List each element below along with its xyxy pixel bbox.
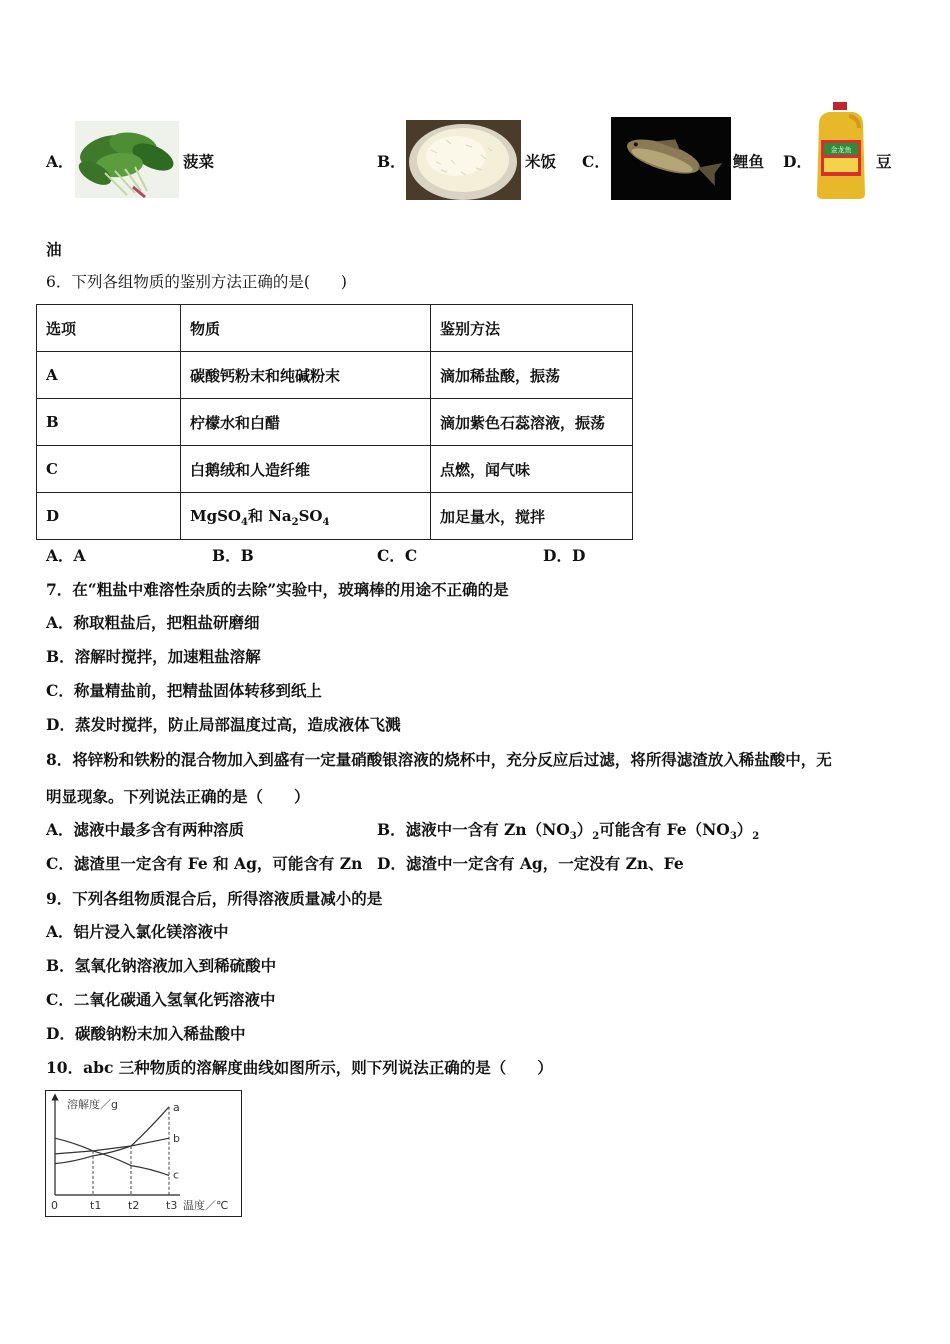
table-cell-method: 点燃，闻气味 xyxy=(431,446,633,493)
q6-answer-c: C．C xyxy=(377,546,418,565)
q7-stem: 7．在“粗盐中难溶性杂质的去除”实验中，玻璃棒的用途不正确的是 xyxy=(46,580,509,599)
table-cell-substance: 柠檬水和白醋 xyxy=(181,399,431,446)
x-tick-label: 0 xyxy=(51,1199,58,1212)
q9-option-a: A．铝片浸入氯化镁溶液中 xyxy=(46,922,229,941)
series-curve-a xyxy=(55,1107,169,1164)
x-tick-label: t3 xyxy=(166,1199,178,1212)
q9-option-c: C．二氧化碳通入氢氧化钙溶液中 xyxy=(46,990,276,1009)
table-row xyxy=(37,352,633,399)
q8-option-a: A．滤液中最多含有两种溶质 xyxy=(46,820,245,839)
q8-stem-line1: 8．将锌粉和铁粉的混合物加入到盛有一定量硝酸银溶液的烧杯中，充分反应后过滤，将所得滤渣放入稀盐酸中，无 xyxy=(46,750,832,769)
series-label-b: b xyxy=(173,1132,180,1146)
table-cell-option: A xyxy=(37,352,181,399)
solubility-chart xyxy=(45,1090,242,1217)
q6-stem: 6．下列各组物质的鉴别方法正确的是( ) xyxy=(46,273,347,291)
q9-stem: 9．下列各组物质混合后，所得溶液质量减小的是 xyxy=(46,889,383,908)
table-row xyxy=(37,493,633,540)
q8-option-b: B．滤液中一含有 $Zn(NO_3)_2$可能含有 $Fe(NO_3)_2$ xyxy=(377,820,760,843)
q5-option-d-label: 豆 xyxy=(876,152,892,171)
q5-option-d-letter: D． xyxy=(783,152,812,171)
q7-option-a: A．称取粗盐后，把粗盐研磨细 xyxy=(46,613,260,632)
q10-stem: 10．abc 三种物质的溶解度曲线如图所示，则下列说法正确的是（ ） xyxy=(46,1058,553,1077)
table-row xyxy=(37,446,633,493)
table-header-row xyxy=(37,305,633,352)
table-cell-substance: 白鹅绒和人造纤维 xyxy=(181,446,431,493)
q6-answer-d: D．D xyxy=(543,546,586,565)
series-curve-c xyxy=(55,1138,169,1175)
x-tick-label: t1 xyxy=(90,1199,102,1212)
q8-option-c: C．滤渣里一定含有 Fe 和 Ag，可能含有 Zn xyxy=(46,854,363,873)
series-label-a: a xyxy=(173,1100,180,1114)
q6-answer-a: A．A xyxy=(46,546,86,565)
table-cell-option: C xyxy=(37,446,181,493)
q7-option-c: C．称量精盐前，把精盐固体转移到纸上 xyxy=(46,681,322,700)
spinach-image xyxy=(75,121,179,198)
x-axis-label: 温度／℃ xyxy=(183,1199,229,1212)
q6-table xyxy=(36,304,633,540)
series-label-c: c xyxy=(173,1168,180,1182)
table-cell-option: D xyxy=(37,493,181,540)
q5-option-a-label: 菠菜 xyxy=(183,152,215,171)
q5-option-a-letter: A． xyxy=(46,152,74,171)
table-header-cell: 物质 xyxy=(181,305,431,352)
table-row xyxy=(37,399,633,446)
q5-option-c-label: 鲤鱼 xyxy=(733,152,765,171)
q7-option-d: D．蒸发时搅拌，防止局部温度过高，造成液体飞溅 xyxy=(46,715,401,734)
q5-option-c-letter: C． xyxy=(582,152,610,171)
q8-option-d: D．滤渣中一定含有 Ag，一定没有 Zn、Fe xyxy=(377,854,684,873)
table-header-cell: 选项 xyxy=(37,305,181,352)
oil-brand-text: 金龙鱼 xyxy=(830,146,852,154)
table-cell-substance: 碳酸钙粉末和纯碱粉末 xyxy=(181,352,431,399)
table-cell-substance: MgSO$_4$和 $Na_2SO_4$ xyxy=(181,493,431,540)
q6-answer-b: B．B xyxy=(212,546,254,565)
table-cell-method: 滴加稀盐酸，振荡 xyxy=(431,352,633,399)
carp-image xyxy=(611,117,731,200)
rice-image xyxy=(406,120,521,200)
table-cell-method: 加足量水，搅拌 xyxy=(431,493,633,540)
table-cell-method: 滴加紫色石蕊溶液，振荡 xyxy=(431,399,633,446)
x-tick-label: t2 xyxy=(128,1199,140,1212)
q5-option-b-letter: B． xyxy=(377,152,406,171)
q5-option-b-label: 米饭 xyxy=(525,152,557,171)
table-header-cell: 鉴别方法 xyxy=(431,305,633,352)
oil-bottle-image xyxy=(813,102,869,200)
q9-option-b: B．氢氧化钠溶液加入到稀硫酸中 xyxy=(46,956,277,975)
q7-option-b: B．溶解时搅拌，加速粗盐溶解 xyxy=(46,647,261,666)
q5-option-d-wrap: 油 xyxy=(46,240,62,259)
y-axis-label: 溶解度／g xyxy=(67,1098,118,1111)
table-cell-option: B xyxy=(37,399,181,446)
q8-stem-line2: 明显现象。下列说法正确的是（ ） xyxy=(46,787,310,806)
q9-option-d: D．碳酸钠粉末加入稀盐酸中 xyxy=(46,1024,246,1043)
